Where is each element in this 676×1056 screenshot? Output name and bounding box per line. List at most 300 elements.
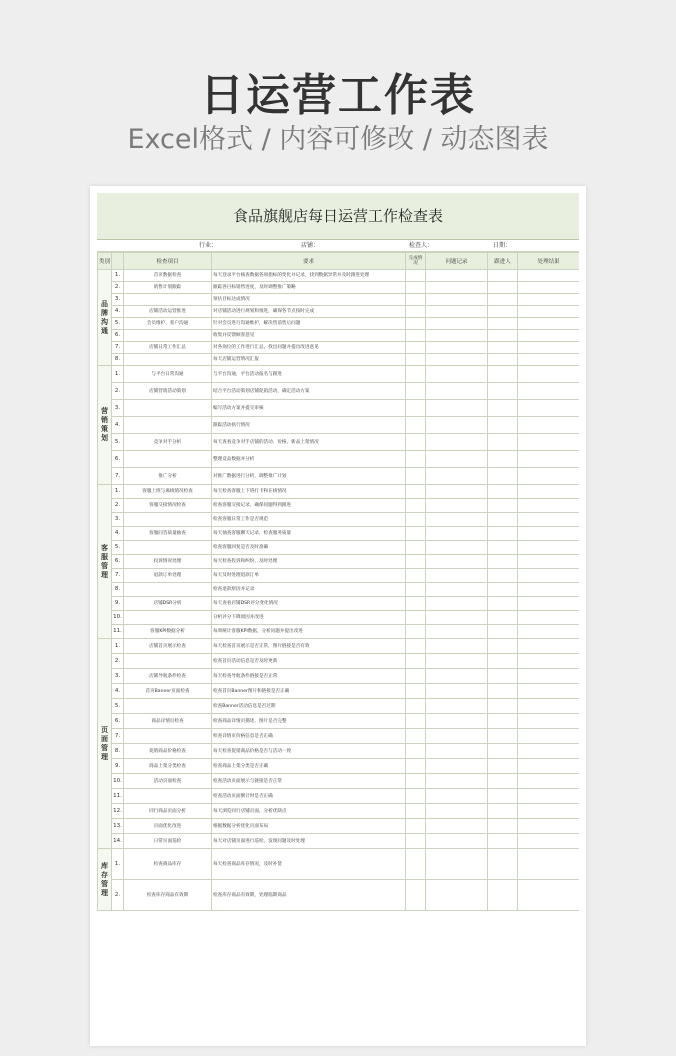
table-row [98, 417, 580, 434]
row-number: 2. [112, 654, 124, 669]
table-row [98, 789, 580, 804]
result-cell[interactable] [518, 527, 580, 541]
requirement: 对推广数据进行分析，调整推广计划 [212, 468, 406, 485]
row-number: 3. [112, 669, 124, 684]
status-cell[interactable] [406, 834, 426, 849]
status-cell[interactable] [406, 849, 426, 880]
status-cell[interactable] [406, 485, 426, 499]
result-cell[interactable] [518, 400, 580, 417]
row-number: 3. [112, 400, 124, 417]
issue-cell[interactable] [426, 400, 488, 417]
status-cell[interactable] [406, 714, 426, 729]
issue-cell[interactable] [426, 383, 488, 400]
issue-cell[interactable] [426, 669, 488, 684]
owner-cell[interactable] [488, 699, 518, 714]
status-cell[interactable] [406, 451, 426, 468]
result-cell[interactable] [518, 342, 580, 354]
row-number: 4. [112, 684, 124, 699]
result-cell[interactable] [518, 294, 580, 306]
status-cell[interactable] [406, 611, 426, 625]
status-cell[interactable] [406, 625, 426, 639]
check-item [124, 330, 212, 342]
status-cell[interactable] [406, 774, 426, 789]
issue-cell[interactable] [426, 639, 488, 654]
row-number: 6. [112, 555, 124, 569]
row-number: 7. [112, 729, 124, 744]
spreadsheet [97, 193, 579, 1039]
check-item [124, 654, 212, 669]
table-row [98, 354, 580, 366]
row-number: 4. [112, 306, 124, 318]
owner-cell[interactable] [488, 318, 518, 330]
requirement: 每天检查投诉和纠纷，及时处理 [212, 555, 406, 569]
result-cell[interactable] [518, 669, 580, 684]
table-row [98, 451, 580, 468]
issue-cell[interactable] [426, 354, 488, 366]
result-cell[interactable] [518, 759, 580, 774]
status-cell[interactable] [406, 729, 426, 744]
check-item [124, 611, 212, 625]
result-cell[interactable] [518, 306, 580, 318]
check-table [97, 252, 579, 911]
owner-cell[interactable] [488, 541, 518, 555]
requirement: 检查库存商品有效期，处理临期商品 [212, 880, 406, 911]
header-index [112, 253, 124, 270]
owner-cell[interactable] [488, 744, 518, 759]
requirement: 检查首页活动信息是否及时更新 [212, 654, 406, 669]
category-cell: 品牌沟通 [98, 270, 112, 366]
check-item: 销售计划跟踪 [124, 282, 212, 294]
page-subtitle: Excel格式 / 内容可修改 / 动态图表 [127, 124, 549, 155]
status-cell[interactable] [406, 434, 426, 451]
owner-cell[interactable] [488, 654, 518, 669]
row-number: 9. [112, 759, 124, 774]
result-cell[interactable] [518, 774, 580, 789]
issue-cell[interactable] [426, 306, 488, 318]
result-cell[interactable] [518, 569, 580, 583]
row-number: 1. [112, 366, 124, 383]
owner-cell[interactable] [488, 684, 518, 699]
row-number: 4. [112, 417, 124, 434]
requirement: 每天对店铺页面进行巡检，发现问题及时处理 [212, 834, 406, 849]
check-item: 退款订单处理 [124, 569, 212, 583]
requirement: 根据数据分析优化页面布局 [212, 819, 406, 834]
owner-cell[interactable] [488, 342, 518, 354]
owner-cell[interactable] [488, 383, 518, 400]
check-item: 与平台日常沟通 [124, 366, 212, 383]
result-cell[interactable] [518, 434, 580, 451]
issue-cell[interactable] [426, 569, 488, 583]
table-row [98, 294, 580, 306]
check-item [124, 789, 212, 804]
issue-cell[interactable] [426, 774, 488, 789]
result-cell[interactable] [518, 849, 580, 880]
result-cell[interactable] [518, 714, 580, 729]
category-cell: 营销策划 [98, 366, 112, 485]
owner-cell[interactable] [488, 714, 518, 729]
status-cell[interactable] [406, 499, 426, 513]
owner-cell[interactable] [488, 789, 518, 804]
check-item [124, 451, 212, 468]
row-number: 3. [112, 294, 124, 306]
issue-cell[interactable] [426, 880, 488, 911]
issue-cell[interactable] [426, 318, 488, 330]
requirement: 对各岗位的工作进行汇总，找出问题并提出改进意见 [212, 342, 406, 354]
owner-cell[interactable] [488, 611, 518, 625]
check-item: 首页Banner页面检查 [124, 684, 212, 699]
result-cell[interactable] [518, 684, 580, 699]
issue-cell[interactable] [426, 342, 488, 354]
status-cell[interactable] [406, 270, 426, 282]
table-row [98, 330, 580, 342]
row-number: 1. [112, 849, 124, 880]
requirement: 检查详情页价格信息是否正确 [212, 729, 406, 744]
issue-cell[interactable] [426, 625, 488, 639]
table-row [98, 342, 580, 354]
status-cell[interactable] [406, 468, 426, 485]
status-cell[interactable] [406, 789, 426, 804]
check-item [124, 541, 212, 555]
check-item: 检查库存商品有效期 [124, 880, 212, 911]
owner-cell[interactable] [488, 513, 518, 527]
row-number: 7. [112, 342, 124, 354]
result-cell[interactable] [518, 383, 580, 400]
table-row [98, 880, 580, 911]
owner-cell[interactable] [488, 759, 518, 774]
status-cell[interactable] [406, 684, 426, 699]
issue-cell[interactable] [426, 597, 488, 611]
owner-cell[interactable] [488, 485, 518, 499]
row-number: 10. [112, 611, 124, 625]
requirement: 检查客服交接记录，确保问题得到跟进 [212, 499, 406, 513]
owner-cell[interactable] [488, 330, 518, 342]
owner-cell[interactable] [488, 597, 518, 611]
result-cell[interactable] [518, 468, 580, 485]
table-row [98, 611, 580, 625]
issue-cell[interactable] [426, 744, 488, 759]
issue-cell[interactable] [426, 555, 488, 569]
table-row [98, 804, 580, 819]
requirement: 检查客服日常工作是否规范 [212, 513, 406, 527]
status-cell[interactable] [406, 597, 426, 611]
result-cell[interactable] [518, 611, 580, 625]
owner-cell[interactable] [488, 366, 518, 383]
owner-cell[interactable] [488, 625, 518, 639]
requirement: 每天登录平台核查数据各项指标的变化并记录，找到数据异常并及时跟进处理 [212, 270, 406, 282]
issue-cell[interactable] [426, 282, 488, 294]
check-item: 投诉情况处理 [124, 555, 212, 569]
result-cell[interactable] [518, 729, 580, 744]
issue-cell[interactable] [426, 417, 488, 434]
result-cell[interactable] [518, 819, 580, 834]
owner-cell[interactable] [488, 451, 518, 468]
table-row [98, 270, 580, 282]
requirement: 检查商品上架分类是否正确 [212, 759, 406, 774]
requirement: 每天检查促销商品价格是否与活动一致 [212, 744, 406, 759]
table-row [98, 729, 580, 744]
table-body [98, 270, 580, 911]
header-issue: 问题记录 [426, 253, 488, 270]
issue-cell[interactable] [426, 699, 488, 714]
issue-cell[interactable] [426, 583, 488, 597]
status-cell[interactable] [406, 669, 426, 684]
status-cell[interactable] [406, 569, 426, 583]
check-item [124, 513, 212, 527]
table-row [98, 669, 580, 684]
status-cell[interactable] [406, 744, 426, 759]
status-cell[interactable] [406, 527, 426, 541]
table-row [98, 282, 580, 294]
requirement: 检查首页Banner图片和链接是否正确 [212, 684, 406, 699]
check-item: 页面优化改进 [124, 819, 212, 834]
row-number: 4. [112, 527, 124, 541]
table-row [98, 468, 580, 485]
table-row [98, 499, 580, 513]
header-item: 检查项目 [124, 253, 212, 270]
table-row [98, 383, 580, 400]
issue-cell[interactable] [426, 485, 488, 499]
check-item [124, 294, 212, 306]
owner-cell[interactable] [488, 834, 518, 849]
status-cell[interactable] [406, 282, 426, 294]
requirement: 每天检查客服上下班打卡和在线情况 [212, 485, 406, 499]
check-item: 商品详情页检查 [124, 714, 212, 729]
result-cell[interactable] [518, 513, 580, 527]
check-item: 检查商品库存 [124, 849, 212, 880]
owner-cell[interactable] [488, 774, 518, 789]
issue-cell[interactable] [426, 804, 488, 819]
check-item [124, 417, 212, 434]
result-cell[interactable] [518, 804, 580, 819]
table-row [98, 527, 580, 541]
owner-cell[interactable] [488, 400, 518, 417]
row-number: 14. [112, 834, 124, 849]
owner-cell[interactable] [488, 849, 518, 880]
owner-cell[interactable] [488, 819, 518, 834]
check-item: 客服问答质量抽查 [124, 527, 212, 541]
status-cell[interactable] [406, 366, 426, 383]
requirement: 结合平台活动策划店铺促销活动，确定活动方案 [212, 383, 406, 400]
status-cell[interactable] [406, 654, 426, 669]
issue-cell[interactable] [426, 849, 488, 880]
header-result: 处理结果 [518, 253, 580, 270]
status-cell[interactable] [406, 555, 426, 569]
owner-cell[interactable] [488, 354, 518, 366]
issue-cell[interactable] [426, 714, 488, 729]
requirement: 分析评分下降原因并改进 [212, 611, 406, 625]
check-item: 商品上架分类检查 [124, 759, 212, 774]
check-item: 客服交接情况检查 [124, 499, 212, 513]
issue-cell[interactable] [426, 654, 488, 669]
check-item: 竞争对手分析 [124, 434, 212, 451]
issue-cell[interactable] [426, 270, 488, 282]
table-row [98, 744, 580, 759]
header-row [98, 253, 580, 270]
issue-cell[interactable] [426, 541, 488, 555]
table-row [98, 849, 580, 880]
result-cell[interactable] [518, 417, 580, 434]
result-cell[interactable] [518, 880, 580, 911]
row-number: 2. [112, 282, 124, 294]
issue-cell[interactable] [426, 451, 488, 468]
issue-cell[interactable] [426, 819, 488, 834]
issue-cell[interactable] [426, 434, 488, 451]
check-item: 店铺导航条件检查 [124, 669, 212, 684]
result-cell[interactable] [518, 354, 580, 366]
status-cell[interactable] [406, 383, 426, 400]
check-item [124, 583, 212, 597]
result-cell[interactable] [518, 744, 580, 759]
table-row [98, 774, 580, 789]
result-cell[interactable] [518, 639, 580, 654]
row-number: 7. [112, 468, 124, 485]
status-cell[interactable] [406, 699, 426, 714]
table-row [98, 555, 580, 569]
result-cell[interactable] [518, 555, 580, 569]
row-number: 8. [112, 354, 124, 366]
result-cell[interactable] [518, 654, 580, 669]
requirement: 检查商品详情页描述、图片是否完整 [212, 714, 406, 729]
table-row [98, 684, 580, 699]
result-cell[interactable] [518, 451, 580, 468]
issue-cell[interactable] [426, 468, 488, 485]
result-cell[interactable] [518, 789, 580, 804]
requirement: 收集并反馈顾客意见 [212, 330, 406, 342]
issue-cell[interactable] [426, 684, 488, 699]
category-cell: 库存管理 [98, 849, 112, 911]
issue-cell[interactable] [426, 294, 488, 306]
status-cell[interactable] [406, 804, 426, 819]
result-cell[interactable] [518, 541, 580, 555]
issue-cell[interactable] [426, 759, 488, 774]
status-cell[interactable] [406, 759, 426, 774]
status-cell[interactable] [406, 513, 426, 527]
issue-cell[interactable] [426, 513, 488, 527]
result-cell[interactable] [518, 330, 580, 342]
owner-cell[interactable] [488, 270, 518, 282]
table-row [98, 434, 580, 451]
owner-cell[interactable] [488, 583, 518, 597]
owner-cell[interactable] [488, 417, 518, 434]
check-item [124, 699, 212, 714]
check-item: 客服上班与离线情况检查 [124, 485, 212, 499]
result-cell[interactable] [518, 834, 580, 849]
page-title: 日运营工作表 [200, 70, 476, 121]
check-item: 活动页面检查 [124, 774, 212, 789]
status-cell[interactable] [406, 400, 426, 417]
row-number: 13. [112, 819, 124, 834]
row-number: 6. [112, 451, 124, 468]
table-row [98, 569, 580, 583]
owner-cell[interactable] [488, 499, 518, 513]
issue-cell[interactable] [426, 729, 488, 744]
owner-cell[interactable] [488, 434, 518, 451]
owner-cell[interactable] [488, 527, 518, 541]
owner-cell[interactable] [488, 555, 518, 569]
table-row [98, 759, 580, 774]
issue-cell[interactable] [426, 499, 488, 513]
issue-cell[interactable] [426, 330, 488, 342]
owner-cell[interactable] [488, 729, 518, 744]
table-row [98, 513, 580, 527]
status-cell[interactable] [406, 294, 426, 306]
shop-label: 店铺： [301, 242, 320, 249]
owner-cell[interactable] [488, 639, 518, 654]
inspector-label: 检查人： [409, 242, 434, 249]
issue-cell[interactable] [426, 834, 488, 849]
check-item: 日常页面巡检 [124, 834, 212, 849]
status-cell[interactable] [406, 354, 426, 366]
owner-cell[interactable] [488, 804, 518, 819]
row-number: 1. [112, 639, 124, 654]
worksheet-preview [90, 186, 586, 1046]
status-cell[interactable] [406, 318, 426, 330]
owner-cell[interactable] [488, 669, 518, 684]
requirement: 跟踪活动执行情况 [212, 417, 406, 434]
check-item: 客服KPI数据分析 [124, 625, 212, 639]
result-cell[interactable] [518, 270, 580, 282]
status-cell[interactable] [406, 342, 426, 354]
table-row [98, 834, 580, 849]
result-cell[interactable] [518, 699, 580, 714]
owner-cell[interactable] [488, 294, 518, 306]
result-cell[interactable] [518, 282, 580, 294]
table-row [98, 318, 580, 330]
requirement: 跟踪各目标销售进度，及时调整推广策略 [212, 282, 406, 294]
requirement: 每天查看竞争对手店铺的活动、价格、新品上架情况 [212, 434, 406, 451]
issue-cell[interactable] [426, 611, 488, 625]
result-cell[interactable] [518, 485, 580, 499]
check-item: 店铺营销活动策划 [124, 383, 212, 400]
owner-cell[interactable] [488, 306, 518, 318]
row-number: 12. [112, 804, 124, 819]
result-cell[interactable] [518, 318, 580, 330]
result-cell[interactable] [518, 597, 580, 611]
status-cell[interactable] [406, 306, 426, 318]
status-cell[interactable] [406, 819, 426, 834]
result-cell[interactable] [518, 625, 580, 639]
requirement: 每天检查导航条件链接是否正常 [212, 669, 406, 684]
row-number: 5. [112, 318, 124, 330]
owner-cell[interactable] [488, 282, 518, 294]
result-cell[interactable] [518, 366, 580, 383]
status-cell[interactable] [406, 880, 426, 911]
table-row [98, 699, 580, 714]
result-cell[interactable] [518, 499, 580, 513]
issue-cell[interactable] [426, 527, 488, 541]
requirement: 检查客服回复是否及时准确 [212, 541, 406, 555]
requirement: 对店铺活动进行规划和推进，确保各节点按时完成 [212, 306, 406, 318]
issue-cell[interactable] [426, 789, 488, 804]
requirement: 每天浏览同行店铺页面，分析优缺点 [212, 804, 406, 819]
status-cell[interactable] [406, 639, 426, 654]
requirement: 每天及时处理退款订单 [212, 569, 406, 583]
row-number: 1. [112, 485, 124, 499]
issue-cell[interactable] [426, 366, 488, 383]
requirement: 每天检查首页展示是否正常，图片链接是否有效 [212, 639, 406, 654]
check-item: 店铺活动运营推进 [124, 306, 212, 318]
status-cell[interactable] [406, 330, 426, 342]
owner-cell[interactable] [488, 569, 518, 583]
result-cell[interactable] [518, 583, 580, 597]
owner-cell[interactable] [488, 468, 518, 485]
requirement: 整理竞品数据并分析 [212, 451, 406, 468]
status-cell[interactable] [406, 583, 426, 597]
status-cell[interactable] [406, 541, 426, 555]
status-cell[interactable] [406, 417, 426, 434]
owner-cell[interactable] [488, 880, 518, 911]
header-requirement: 要求 [212, 253, 406, 270]
